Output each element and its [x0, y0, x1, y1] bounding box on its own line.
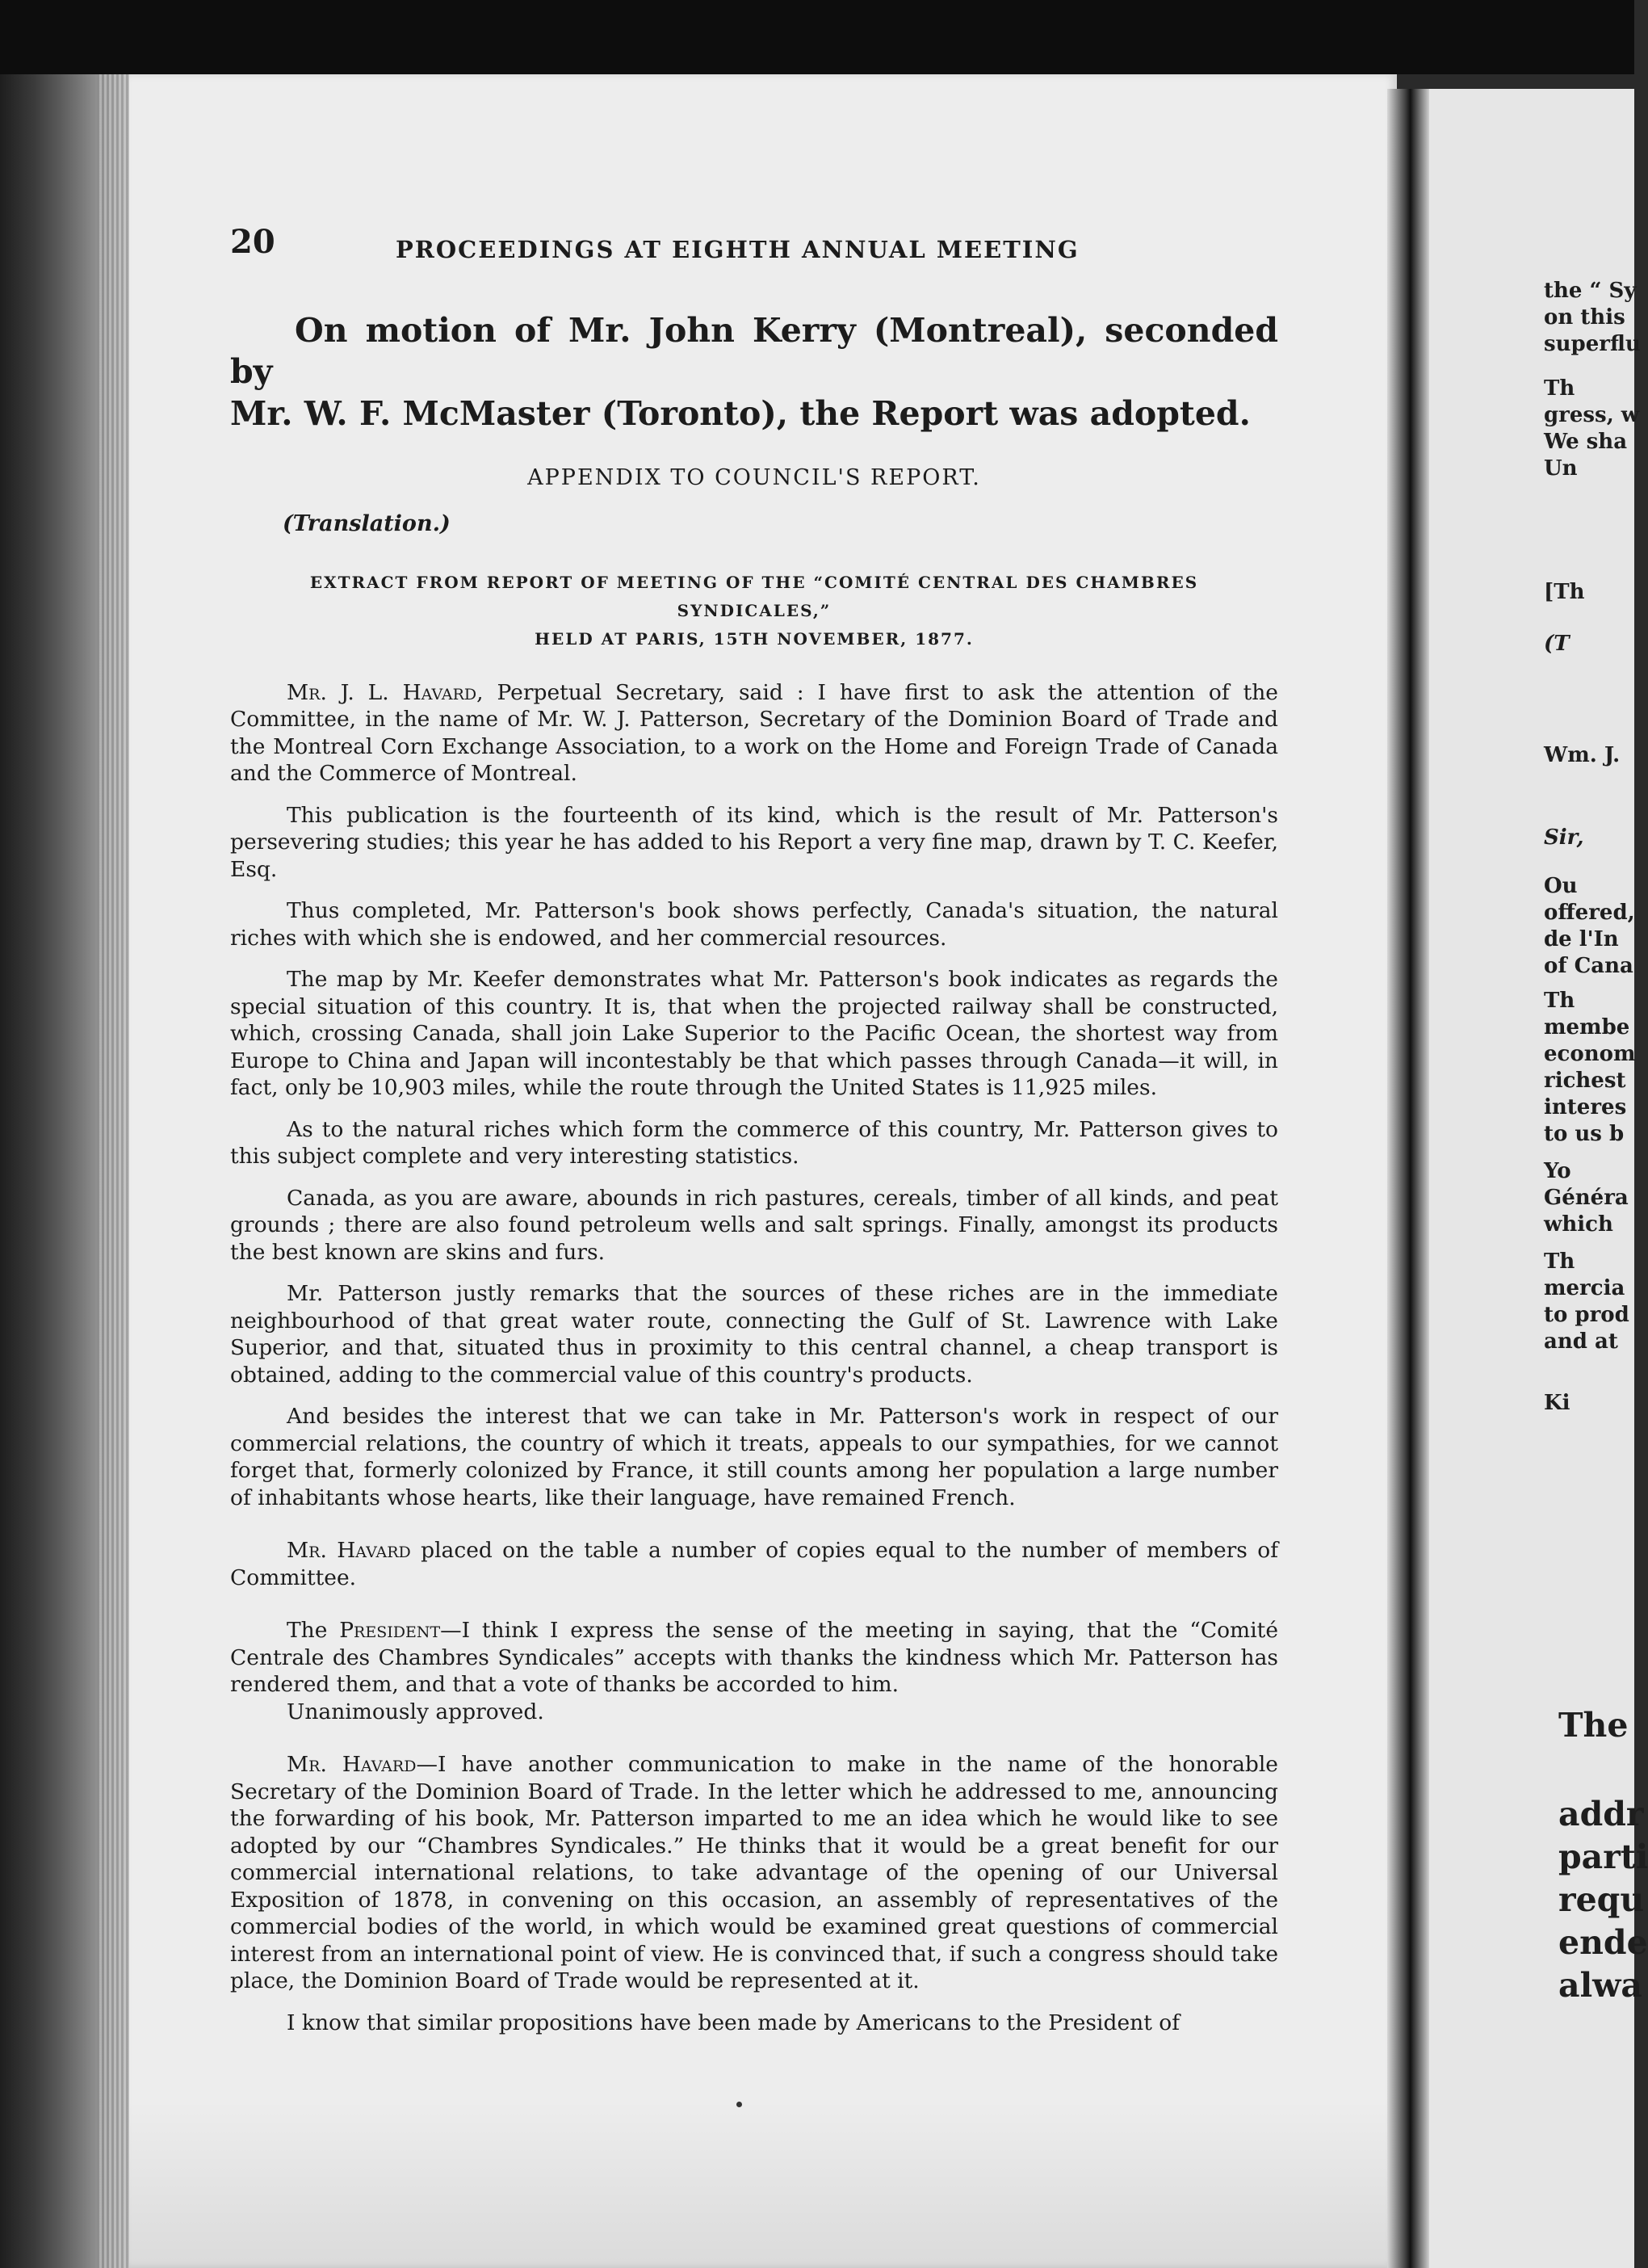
paragraph-water-route: Mr. Patterson justly remarks that the sources of these riches are in the immediate neighbourhood of that great water route, connecting the Gulf of St. Lawrence with Lake Superior, and that, situated thus in proximity to this central channel, a cheap transport is obtained, adding to the commercial value of this country's products. — [230, 1281, 1278, 1388]
paragraph-completed: Thus completed, Mr. Patterson's book shows perfectly, Canada's situation, the natural riches with which she is endowed, and her commercial resources. — [230, 898, 1278, 951]
right-bold-line: parti — [1558, 1838, 1648, 1876]
right-line: We sha — [1544, 430, 1628, 454]
paragraph-havard-intro — [230, 679, 1278, 788]
right-line: to prod — [1544, 1303, 1629, 1327]
right-heading: The — [1558, 1706, 1629, 1745]
right-bold-line: requ — [1558, 1880, 1645, 1919]
right-bold-line: addr — [1558, 1795, 1644, 1833]
scanner-top-border — [0, 0, 1634, 74]
right-line: superflu — [1544, 332, 1641, 356]
running-title: PROCEEDINGS AT EIGHTH ANNUAL MEETING — [396, 236, 1080, 263]
right-line: econom — [1544, 1042, 1636, 1066]
right-line: Yo — [1544, 1159, 1571, 1183]
extract-heading-line-2: HELD AT PARIS, 15TH NOVEMBER, 1877. — [535, 628, 974, 649]
right-line: on this — [1544, 305, 1625, 330]
right-line: gress, w — [1544, 403, 1640, 427]
page-bottom-shadow — [129, 2100, 1397, 2268]
paragraph-publication: This publication is the fourteenth of its kind, which is the result of Mr. Patterson's persevering studies; this year he has added to his Report a very fine map, drawn by T. C. Keefer, Esq. — [230, 802, 1278, 882]
motion-line-1: On motion of Mr. John Kerry (Montreal), seconded by — [230, 311, 1278, 392]
paragraph-natural-riches: As to the natural riches which form the commerce of this country, Mr. Patterson gives to this subject complete and very interesting statistics. — [230, 1116, 1278, 1170]
paragraph-text: placed on the table a number of copies equal to the number of members of Committee. — [230, 1538, 1279, 1590]
appendix-title: APPENDIX TO COUNCIL'S REPORT. — [527, 464, 981, 490]
paragraph-congress — [230, 1751, 1278, 1995]
paragraph-president — [230, 1617, 1278, 1699]
right-bold-line: ende — [1558, 1923, 1648, 1962]
running-head — [230, 218, 1278, 271]
speaker-name: President — [339, 1618, 441, 1644]
right-line: Sir, — [1544, 825, 1584, 850]
page-mark — [736, 2102, 742, 2107]
right-line: membe — [1544, 1015, 1630, 1040]
right-line: offered, — [1544, 901, 1635, 925]
book-gutter — [1387, 89, 1429, 2268]
paragraph-canada-resources: Canada, as you are aware, abounds in rich pastures, cereals, timber of all kinds, and peat grounds ; there are also found petroleum wells and salt springs. Finally, amongst its products the best known are skins and furs. — [230, 1185, 1278, 1265]
right-line: mercia — [1544, 1276, 1625, 1300]
paragraph-text: —I think I express the sense of the meeting in saying, that the “Comité Centrale des Chambres Syndicales” accepts with thanks the kindness which Mr. Patterson has rendered them, and that a vote of thanks be accorded to him. — [230, 1618, 1278, 1698]
right-line: and at — [1544, 1329, 1618, 1354]
speaker-name: Mr. J. L. Havard, — [287, 679, 484, 705]
left-page-content — [230, 218, 1278, 2036]
right-line: Wm. J. — [1544, 743, 1621, 767]
paragraph-text: Perpetual Secretary, said : I have first to ask the attention of the Committee, in the name of Mr. W. J. Patterson, Secretary of the Dominion Board of Trade and the Montreal Corn Exchange Association, to a work on the Home and Foreign Trade of Canada and the Commerce of Montreal. — [230, 679, 1278, 787]
motion-statement — [230, 310, 1278, 435]
right-line: Ou — [1544, 874, 1578, 898]
page-number: 20 — [230, 223, 275, 261]
right-line: Un — [1544, 456, 1578, 481]
book-page-edges — [97, 74, 133, 2268]
approval-note: Unanimously approved. — [287, 1699, 544, 1724]
right-line: which — [1544, 1212, 1613, 1237]
right-line: Th — [1544, 376, 1575, 401]
right-line: (T — [1544, 632, 1570, 656]
extract-heading — [230, 569, 1278, 653]
paragraph-sympathies: And besides the interest that we can take in Mr. Patterson's work in respect of our commercial relations, the country of which it treats, appeals to our sympathies, for we cannot forget that, formerly colonized by France, it still counts among her population a large number of inhabitants whose hearts, like their language, have remained French. — [230, 1404, 1278, 1510]
right-line: Th — [1544, 989, 1575, 1013]
right-line: Ki — [1544, 1391, 1570, 1415]
right-line: to us b — [1544, 1122, 1625, 1146]
right-bold-line: alwa — [1558, 1966, 1643, 2005]
right-line: Th — [1544, 1250, 1575, 1274]
right-line: Généra — [1544, 1186, 1629, 1210]
motion-line-2: Mr. W. F. McMaster (Toronto), the Report was adopted. — [230, 393, 1251, 433]
paragraph-text: —I have another communication to make in the name of the honorable Secretary of the Dominion Board of Trade. In the letter which he addressed to me, announcing the forwarding of his book, Mr. Patterson imparted to me an idea which he would like to see adopted by our “Chambres Syndicales.” He thinks that it would be a great benefit for our commercial international relations, to take advantage of the opening of our Universal Exposition of 1878, in convening on this occasion, an assembly of representatives of the commercial bodies of the world, in which would be examined great questions of commercial interest from an international point of view. He is convinced that, if such a congress should take place, the Dominion Board of Trade would be represented at it. — [230, 1752, 1278, 1994]
paragraph-similar-propositions: I know that similar propositions have been made by Americans to the President of — [287, 2010, 1180, 2035]
right-line: of Cana — [1544, 954, 1633, 978]
speaker-name: Mr. Havard — [287, 1752, 417, 1778]
speaker-name: Mr. Havard — [287, 1538, 411, 1564]
right-line: interes — [1544, 1095, 1627, 1119]
paragraph-map: The map by Mr. Keefer demonstrates what Mr. Patterson's book indicates as regards the special situation of this country. It is, that when the projected railway shall be constructed, which, crossing Canada, shall join Lake Superior to the Pacific Ocean, the shortest way from Europe to China and Japan will incontestably be that which passes through Canada—it will, in fact, only be 10,903 miles, while the route through the United States is 11,925 miles. — [230, 967, 1278, 1101]
paragraph-copies — [230, 1537, 1278, 1591]
translation-note: (Translation.) — [283, 510, 451, 536]
right-line: the “ Sy — [1544, 279, 1637, 303]
right-line: richest — [1544, 1069, 1626, 1093]
paragraph-prefix: The — [287, 1618, 340, 1644]
right-line: de l'In — [1544, 927, 1619, 951]
right-line: [Th — [1544, 580, 1585, 604]
extract-heading-line-1: EXTRACT FROM REPORT OF MEETING OF THE “COMITÉ CENTRAL DES CHAMBRES SYNDICALES,” — [309, 572, 1199, 620]
